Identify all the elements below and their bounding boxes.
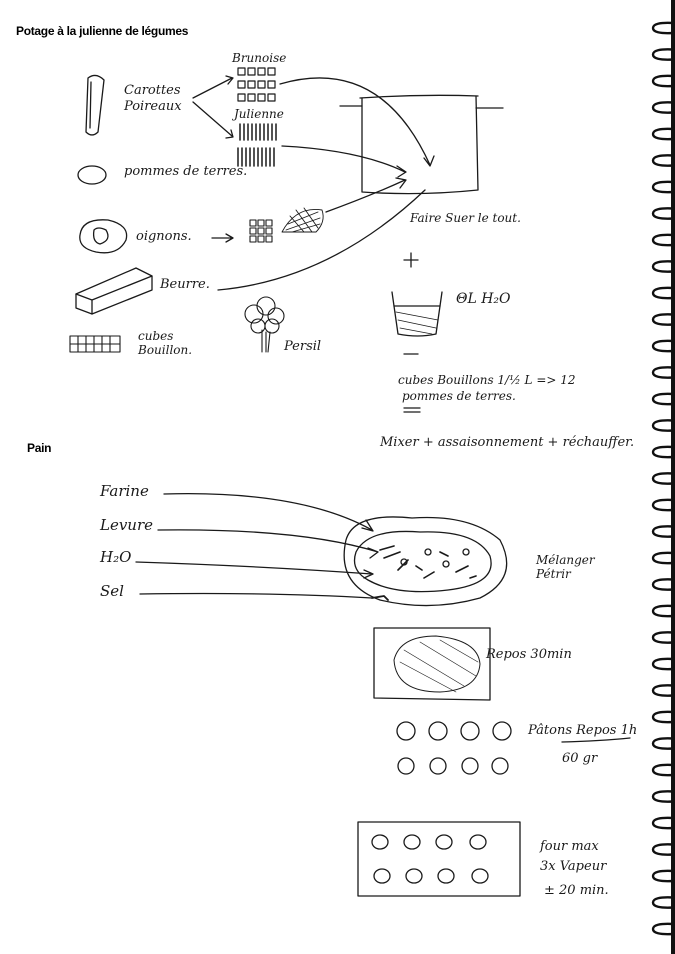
spiral-ring <box>653 261 673 271</box>
arrow-julienne-to-pot <box>282 146 406 177</box>
label-petrir: Pétrir <box>536 567 571 581</box>
label-oignons: oignons. <box>136 229 192 244</box>
onion-drawing <box>80 220 127 253</box>
label-h2o: H₂O <box>100 548 132 566</box>
spiral-ring <box>653 420 673 430</box>
arrow-butter-to-pot <box>218 190 425 290</box>
label-mixer: Mixer + assaisonnement + réchauffer. <box>380 435 635 450</box>
parsley-drawing <box>245 297 284 352</box>
spiral-ring <box>653 155 673 165</box>
spiral-ring <box>653 49 673 59</box>
spiral-ring <box>653 738 673 748</box>
label-levure: Levure <box>100 516 154 534</box>
resting-dough-drawing <box>374 628 490 700</box>
spiral-ring <box>653 659 673 669</box>
recipe-title-potage: Potage à la julienne de légumes <box>16 24 189 38</box>
dough-balls-drawing <box>397 722 511 774</box>
label-faire-suer: Faire Suer le tout. <box>410 211 521 225</box>
label-julienne: Julienne <box>234 107 284 121</box>
spiral-ring <box>653 500 673 510</box>
label-repos-30: Repos 30min <box>486 647 572 662</box>
label-eau: ΘL H₂O <box>456 291 511 307</box>
label-melanger: Mélanger <box>536 553 595 567</box>
label-sel: Sel <box>100 582 124 600</box>
onion-slices-drawing <box>282 208 323 232</box>
label-beurre: Beurre. <box>160 277 210 292</box>
arrow-to-brunoise <box>193 76 233 98</box>
label-four-max: four max <box>540 839 599 854</box>
bouillon-cubes-drawing <box>70 336 120 352</box>
spiral-ring <box>653 367 673 377</box>
label-carottes: Carottes <box>124 83 181 98</box>
spiral-ring <box>653 314 673 324</box>
brunoise-cubes-drawing <box>238 68 275 101</box>
spiral-ring <box>653 288 673 298</box>
label-20-min: ± 20 min. <box>544 883 609 898</box>
spiral-ring <box>653 553 673 563</box>
spiral-ring <box>653 765 673 775</box>
spiral-ring <box>653 208 673 218</box>
spiral-ring <box>653 606 673 616</box>
label-brunoise: Brunoise <box>232 51 287 65</box>
spiral-ring <box>653 76 673 86</box>
spiral-binding <box>647 0 675 954</box>
carrot-drawing <box>86 75 104 135</box>
label-persil: Persil <box>284 339 322 354</box>
spiral-ring <box>653 712 673 722</box>
label-pommes-de-terres-ratio: pommes de terres. <box>402 389 516 403</box>
spiral-ring <box>653 182 673 192</box>
spiral-ring <box>653 791 673 801</box>
butter-drawing <box>76 268 152 314</box>
label-cubes-bouillons-ratio: cubes Bouillons 1/½ L => 12 <box>398 373 576 387</box>
spiral-ring <box>653 924 673 934</box>
label-farine: Farine <box>100 482 149 500</box>
label-poireaux: Poireaux <box>124 99 182 114</box>
arrow-sel <box>140 594 372 599</box>
spiral-ring <box>653 818 673 828</box>
arrow-eau <box>136 562 373 578</box>
label-60gr: 60 gr <box>562 751 598 766</box>
spiral-ring <box>653 897 673 907</box>
plus-sign-1 <box>404 253 418 267</box>
arrow-brunoise-to-pot <box>280 78 434 166</box>
spiral-ring <box>653 129 673 139</box>
spiral-ring <box>653 632 673 642</box>
arrow-onions-to-pot <box>326 178 406 212</box>
pot-drawing <box>340 95 503 193</box>
spiral-ring <box>653 579 673 589</box>
arrow-to-onion-cubes <box>212 234 233 242</box>
label-pommes-de-terre: pommes de terres. <box>124 164 248 179</box>
spiral-ring <box>653 526 673 536</box>
spiral-ring <box>653 871 673 881</box>
recipe-title-pain: Pain <box>27 441 52 455</box>
potato-drawing <box>78 166 106 184</box>
spiral-ring <box>653 473 673 483</box>
label-bouillon: Bouillon. <box>138 343 193 357</box>
spiral-ring <box>653 685 673 695</box>
spiral-ring <box>653 23 673 33</box>
water-glass-drawing <box>392 292 442 336</box>
spiral-ring <box>653 235 673 245</box>
spiral-ring <box>653 394 673 404</box>
label-cubes: cubes <box>138 329 174 343</box>
label-vapeur: 3x Vapeur <box>540 859 607 874</box>
spiral-ring <box>653 844 673 854</box>
repos-underline <box>562 738 630 742</box>
arrow-to-julienne <box>193 102 233 138</box>
spiral-ring <box>653 341 673 351</box>
onion-cubes-drawing <box>250 220 272 242</box>
baking-tray-drawing <box>358 822 520 896</box>
spiral-ring <box>653 447 673 457</box>
label-patons: Pâtons Repos 1h <box>528 723 638 738</box>
arrow-farine <box>164 494 373 531</box>
double-underline <box>404 408 420 412</box>
julienne-sticks-drawing <box>238 124 276 166</box>
spiral-ring <box>653 102 673 112</box>
